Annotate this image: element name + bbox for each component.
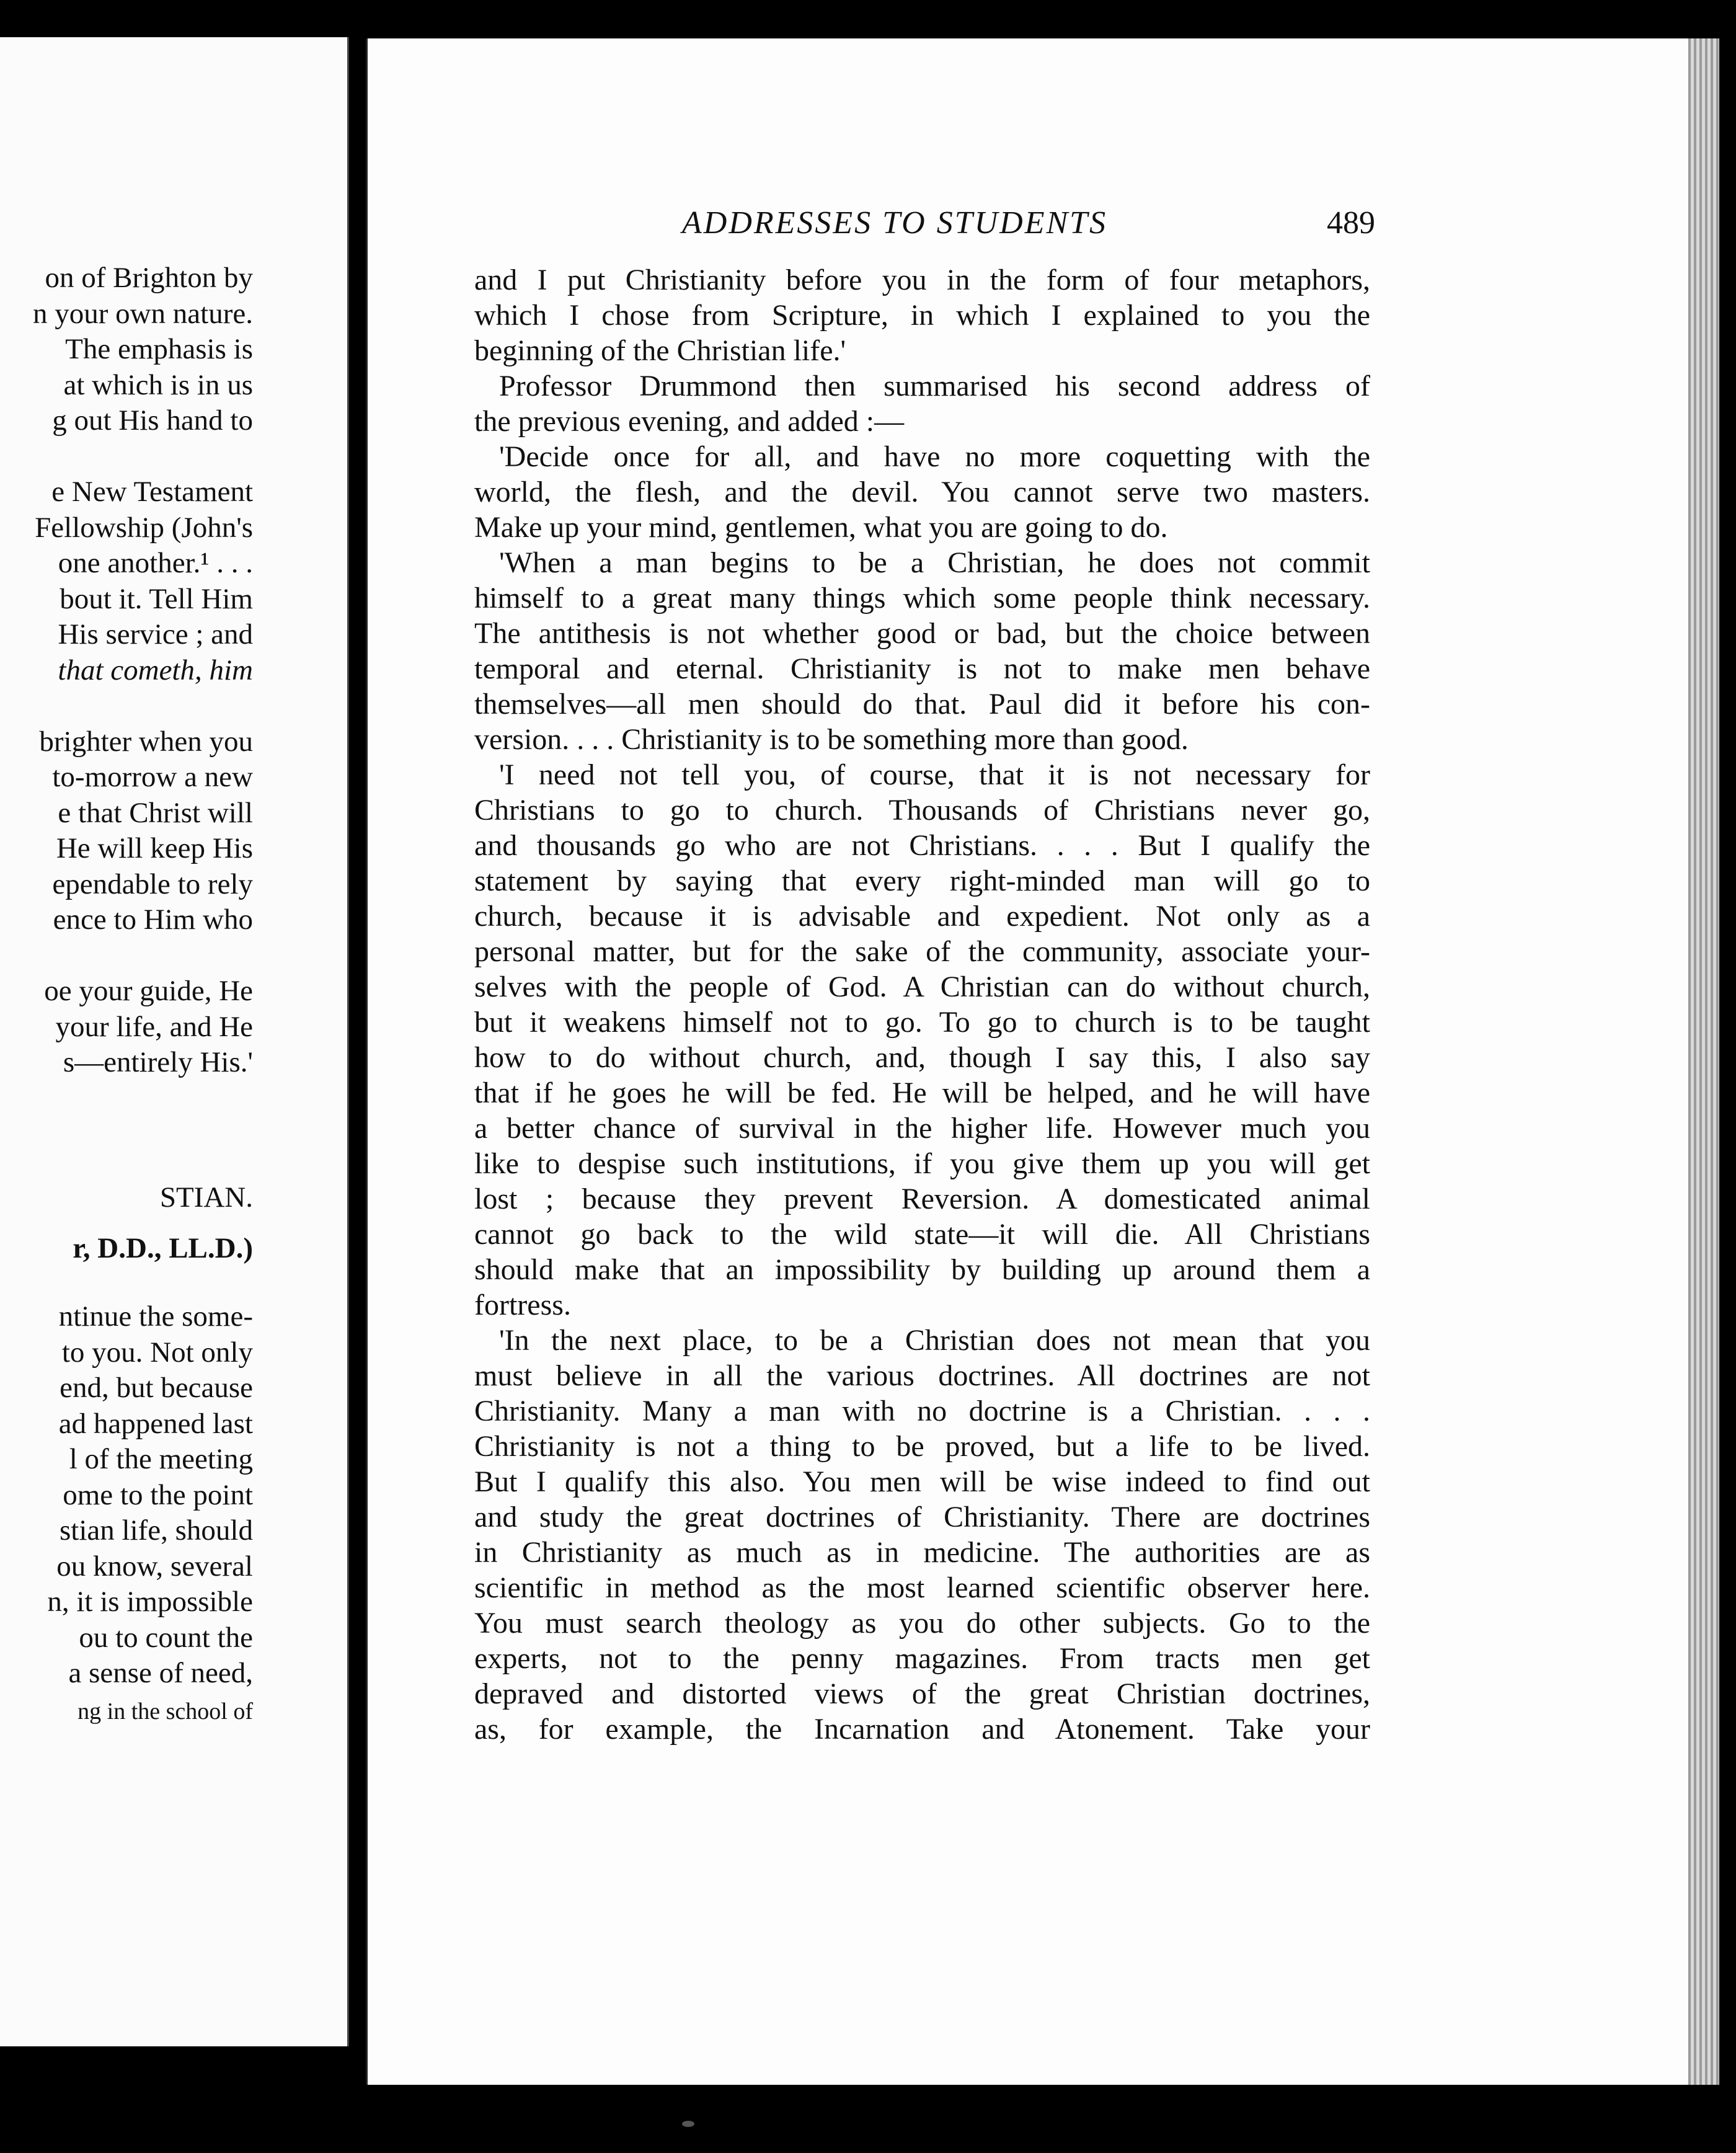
text-line: like to despise such institutions, if you give them up you will get — [474, 1147, 1370, 1180]
left-line: s—entirely His.' — [63, 1046, 253, 1078]
text-line: church, because it is advisable and expedient. Not only as a — [474, 900, 1370, 933]
left-line: to you. Not only — [61, 1336, 253, 1369]
left-line: g out His hand to — [52, 404, 253, 437]
text-line: 'When a man begins to be a Christian, he does not commit — [499, 546, 1370, 579]
text-line: depraved and distorted views of the great Christian doctrines, — [474, 1677, 1370, 1710]
left-line: your life, and He — [55, 1011, 253, 1043]
text-line: beginning of the Christian life.' — [474, 334, 846, 367]
text-line: as, for example, the Incarnation and Atonement. Take your — [474, 1713, 1370, 1746]
text-line: Christianity is not a thing to be proved, but a life to be lived. — [474, 1430, 1370, 1463]
left-line: ntinue the some- — [58, 1300, 253, 1333]
text-line: You must search theology as you do other subjects. Go to the — [474, 1607, 1370, 1640]
text-line: that if he goes he will be fed. He will be helped, and he will have — [474, 1076, 1370, 1109]
left-line: a sense of need, — [68, 1657, 253, 1689]
text-line: must believe in all the various doctrines. All doctrines are not — [474, 1359, 1370, 1392]
left-line: stian life, should — [60, 1514, 253, 1547]
text-line: Christianity. Many a man with no doctrine is a Christian. . . . — [474, 1395, 1370, 1427]
left-line: n your own nature. — [32, 298, 253, 330]
left-line: on of Brighton by — [45, 262, 253, 294]
text-line: lost ; because they prevent Reversion. A domesticated animal — [474, 1183, 1370, 1215]
text-line: experts, not to the penny magazines. From tracts men get — [474, 1642, 1370, 1675]
text-line: 'I need not tell you, of course, that it is not necessary for — [499, 758, 1370, 791]
left-line: at which is in us — [63, 369, 253, 401]
text-line: But I qualify this also. You men will be wise indeed to find out — [474, 1465, 1370, 1498]
left-line: The emphasis is — [65, 333, 253, 365]
left-heading: STIAN. — [159, 1181, 253, 1214]
left-line: ou to count the — [79, 1622, 253, 1654]
left-line: bout it. Tell Him — [60, 583, 253, 615]
page-number: 489 — [1327, 205, 1375, 241]
text-line: which I chose from Scripture, in which I explained to you the — [474, 299, 1370, 332]
text-line: Professor Drummond then summarised his second address of — [499, 370, 1370, 402]
left-author: r, D.D., LL.D.) — [73, 1232, 253, 1264]
left-line: ome to the point — [63, 1479, 253, 1511]
left-line: oe your guide, He — [44, 975, 253, 1007]
text-line: fortress. — [474, 1289, 571, 1321]
left-line: He will keep His — [56, 832, 253, 864]
text-line: statement by saying that every right-minded man will go to — [474, 864, 1370, 897]
text-line: personal matter, but for the sake of the community, associate your- — [474, 935, 1370, 968]
text-line: in Christianity as much as in medicine. The authorities are as — [474, 1536, 1370, 1569]
left-line: one another.¹ . . . — [58, 547, 253, 579]
text-line: but it weakens himself not to go. To go to church is to be taught — [474, 1006, 1370, 1039]
text-line: the previous evening, and added :— — [474, 405, 905, 438]
text-line: cannot go back to the wild state—it will die. All Christians — [474, 1218, 1370, 1251]
left-line: ad happened last — [58, 1408, 253, 1440]
left-line: brighter when you — [39, 726, 253, 758]
scan-speck — [682, 2121, 694, 2127]
text-line: The antithesis is not whether good or bad, but the choice between — [474, 617, 1370, 650]
left-line: that cometh, him — [58, 654, 253, 686]
left-line: Fellowship (John's — [35, 512, 253, 544]
text-line: themselves—all men should do that. Paul did it before his con- — [474, 688, 1370, 721]
left-line: His service ; and — [58, 618, 253, 650]
text-line: a better chance of survival in the higher life. However much you — [474, 1112, 1370, 1145]
left-footnote: ng in the school of — [78, 1698, 253, 1725]
left-line: l of the meeting — [69, 1443, 253, 1475]
text-line: himself to a great many things which some people think necessary. — [474, 582, 1370, 615]
text-line: how to do without church, and, though I say this, I also say — [474, 1041, 1370, 1074]
text-line: and thousands go who are not Christians. . . . But I qualify the — [474, 829, 1370, 862]
text-line: world, the flesh, and the devil. You cannot serve two masters. — [474, 476, 1370, 508]
text-line: 'In the next place, to be a Christian does not mean that you — [499, 1324, 1370, 1357]
running-head: ADDRESSES TO STUDENTS — [682, 205, 1108, 241]
text-line: and I put Christianity before you in the form of four metaphors, — [474, 264, 1370, 296]
body-text — [474, 262, 1370, 1747]
left-line: e that Christ will — [58, 797, 253, 829]
left-line: ou know, several — [56, 1550, 253, 1583]
left-line: end, but because — [60, 1372, 253, 1404]
text-line: 'Decide once for all, and have no more coquetting with the — [499, 440, 1370, 473]
text-line: selves with the people of God. A Christian can do without church, — [474, 970, 1370, 1003]
text-line: scientific in method as the most learned scientific observer here. — [474, 1571, 1370, 1604]
left-line: ence to Him who — [53, 903, 253, 936]
text-line: temporal and eternal. Christianity is not to make men behave — [474, 652, 1370, 685]
text-line: should make that an impossibility by building up around them a — [474, 1253, 1370, 1286]
left-line: ependable to rely — [52, 868, 253, 900]
left-page — [0, 37, 349, 2046]
text-line: and study the great doctrines of Christianity. There are doctrines — [474, 1501, 1370, 1534]
page-edges — [1688, 38, 1719, 2085]
left-line: e New Testament — [51, 476, 253, 508]
text-line: Christians to go to church. Thousands of Christians never go, — [474, 794, 1370, 827]
text-line: version. . . . Christianity is to be something more than good. — [474, 723, 1189, 756]
left-line: n, it is impossible — [47, 1586, 253, 1618]
left-line: to-morrow a new — [52, 761, 253, 793]
text-line: Make up your mind, gentlemen, what you are going to do. — [474, 511, 1168, 544]
